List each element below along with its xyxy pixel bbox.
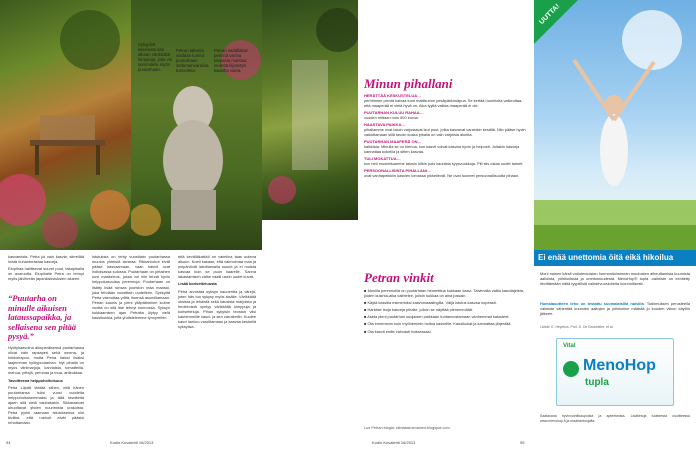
page-number-left: 94	[6, 440, 11, 445]
body-column-1b	[8, 345, 84, 427]
body-column-1	[8, 254, 84, 283]
list-item-key: TULI MOKATTUA…	[364, 156, 401, 161]
ad-highlight-text: Humalauutteen teho on testattu suomalaisilla naisilla.	[540, 301, 645, 306]
footer-left: Kodin Kuvalehti 16/2013	[110, 440, 154, 445]
list-item-text: pihallamme ovat taloin varjostavat isot puut, jotka kasvavat varsinkin kesällä. Niin pääse hyvin vaikuttamaan sillä tavoin koska pihalla on vain varjoisia alueita.	[364, 127, 526, 137]
ad-highlight-text-2: Tutkimuksen perusteella valmiste vähentää kuumien aaltojen ja yöhikoilun määrää jo kuuden viikon käytön jälkeen.	[540, 301, 691, 317]
garden-photo-left	[0, 0, 131, 250]
list-item-text: kalkkista. Minulla se on hienoa, kun kasvit voivat kasvaa hyvin ja helposti. Joitakin kasveja kannattaa kokeilla ja sitten kasvaa.	[364, 144, 520, 154]
tip-text: Käytä kasvilla esimerkiksi kasvumaaalingilla. Väljä istutus kasvaa nopeasti.	[367, 300, 497, 306]
product-logo-icon	[563, 361, 579, 377]
ad-intro: Moni nainen kärsii vaihdevuosien hormonitoiminnan muutosten aiheuttamista kuumista aalloista, yöhikoilusta ja unettomuudesta. MenoHop® tupla -valmiste on kehitetty lievittämään näitä tyypillisiä vaihdevuosioireita luonnollisesti.	[540, 271, 690, 287]
tip-text: Monilla perennoilla on puutarhaan hemmittua kukkaan kasvi. Talvimalla valita kasvilajeista, joiden kukinta-aika vaihtelee, jolloin kukkaa on aina jossain.	[364, 288, 524, 299]
product-name: MenoHop	[583, 357, 656, 374]
garden-photo-right	[262, 0, 358, 220]
col3b-para: Petra arvostaa syksyn kaunentta ja värejä, joten hän tuo sykysy myös sisälle. Värikkäitä oksista ja lehdistä sekä kausista marjoista ja hedelmistä syntyy värikkäitä kimppuja ja korisetteluja. Pihan sykyisin teoston viisi kaunemmille kasvi- ja sen varustetiin. Kuulee kasvi lankoo varoittamaan ja kasvaa keskellä syksyisia.	[178, 288, 256, 330]
section-heading-minun-pihallani: Minun pihallani	[364, 76, 453, 91]
new-badge-label: UUTTA!	[538, 2, 562, 27]
product-box	[556, 338, 674, 406]
tip-item: ■ Ota kasvit esille vahvasti hoitaessasi.	[364, 328, 432, 334]
right-page	[262, 0, 534, 450]
page-number-right: 95	[520, 440, 525, 445]
product-sub: tupla	[585, 377, 609, 388]
statue-illustration	[131, 0, 262, 250]
list-item-text: ovat vanhapeikkiin kasvien lomassa pikkeilevät. Ne ovat tuoneet persoonallisuutta pihaan.	[364, 173, 520, 178]
list-item-key: PERSOONALLISINTA PIHALLANI…	[364, 168, 431, 173]
list-item-text: perhtimme pientä kaivaa tuuri mattisurion pesäpäkkimäpua. Se kertää huomioita vaikeuttaa, että maaperää ei vielä hyvä on. Aika tyyliä vaikka maaperää ei ole.	[364, 98, 523, 108]
list-item	[364, 110, 528, 120]
ad-highlight	[540, 301, 690, 316]
tip-item: ■ Harkitse isoja kasveja pihalle, jolloin se näyttää pienemmältä.	[364, 307, 473, 313]
tip-item: ■ Aseta pieni puutarhan suojaisen paikkaan tuotannostamaan vanhemmat kalusteet.	[364, 314, 510, 320]
tip-item: ■ Käytä kasvilla esimerkiksi kasvumaaalingilla. Väljä istutus kasvaa nopeasti.	[364, 300, 497, 306]
subhead-helppohoitoisuus: Tavoitteena helppohoitoisuus	[8, 377, 63, 383]
body-column-2	[92, 254, 170, 322]
caption-3: Petran sadallakan perinnä vanha taspasta maistaa vedettä liljoitetyä kaunilta vaina.	[214, 48, 249, 73]
list-item-key: PUUTARHAN KULUU RAHAA…	[364, 110, 424, 115]
col3-para: että kevälläkatkkii on vaimiina taas uutena alkuun. Koeti kasaan, että vaimoimaa maa ja ympäröivät lahottamalla suuria ja ei muista kasvaa kuin se puun kaarelle. Sanna lakastamisen vaihe vaatii usein uudet kuvat.	[178, 254, 256, 280]
list-item-text: kun heti muutettuamme talosin kitkin pois kaunista syysvuokkoja. Piti siis ostaa uudet taimet.	[364, 161, 524, 166]
list-item	[364, 93, 528, 108]
body-column-3	[178, 254, 256, 331]
col1c-para: Petra Liipää tähtää siihen, että hänen puutarhansa tulisi vuosi vuodelta helppohoitoisemmaksi ja tätä tavoitetta ajaen sitä vielä vaubasakin. Sikkarastuet uhuottavat yhden nuurimista urakoista. Petra pyrkii raamaan istutuksensa niin tiiviiksi, että rueholt eivät pääsisi rehottamaan.	[8, 384, 84, 426]
list-item	[364, 139, 528, 154]
left-page	[0, 0, 262, 450]
list-item-key: HAASTAVA PAIKKA…	[364, 122, 406, 127]
tips-list	[364, 288, 524, 336]
list-item	[364, 168, 528, 178]
tip-item: ■ Monilla perennoilla on puutarhaan hemmittua kukkaan kasvi. Talvimalla valita kasvilajeista, joiden kukinta-aika vaihtelee, jolloin kukkaa on aina jossain.	[364, 288, 524, 299]
list-item	[364, 156, 528, 166]
pull-quote: “Puutarha on minulle aikuisen lataussapaikka, ja sellaisena sen pitää pysyä.”	[8, 293, 77, 341]
garden-bench-illustration	[0, 0, 131, 250]
my-garden-list	[364, 93, 528, 180]
advertisement-page	[534, 0, 696, 450]
blog-credit: Lue Petran blogia: silmistaimenainen.blogspot.com	[364, 426, 450, 430]
tip-item: ■ Ota ennemmin kuin myöhemmin hoitoa kasveille. Kausikukat ja kannattaa järjestää.	[364, 321, 512, 327]
list-item	[364, 122, 528, 137]
caption-1: Sykypiirä kasvoista saa alkaan värikkäitä kimppuja, joita voi sommitella myös puutarhaan.	[138, 42, 173, 72]
gazebo-illustration	[262, 0, 358, 220]
col1-para-2: Etupihaa hallitsevat suuret puut, takapihalla on avaruutta. Etupihalle Petra on tehnyt myös jäivihreän japanilaisviuksien alueen.	[8, 266, 84, 282]
footer-right: Kodin Kuvalehti 16/2013	[372, 440, 416, 445]
list-item-key: HERÄTTÄÄ KESKUSTELUA…	[364, 93, 422, 98]
tip-text: Harkitse isoja kasveja pihalle, jolloin se näyttää pienemmältä.	[367, 307, 473, 313]
ad-headline: Ei enää unettomia öitä eikä hikoilua	[538, 253, 674, 262]
list-item-key: PUUTARHAN MAAPERÄ ON…	[364, 139, 422, 144]
tip-text: Aseta pieni puutarhan suojaisen paikkaan tuotannostamaan vanhemmat kalusteet.	[367, 314, 510, 320]
ad-source: Lähde: E. Heyerick, Prof. D. De Keukeleire, et al.	[540, 325, 614, 329]
ad-disclaimer: Saatavana hyvinvointikaupoista ja apteekeista. Lisätietoja tuotteesta osoitteessa www.menohop.fi ja maahantuojalta.	[540, 414, 690, 423]
list-item-text: vuoden mittaan noin 500 euroa.	[364, 115, 419, 120]
col1-para-1: kasvamista. Petra joi vain kasvia, siirrellää loistä huhantorastaa kasveja.	[8, 254, 84, 265]
tip-text: Ota kasvit esille vahvasti hoitaessasi.	[367, 328, 432, 334]
col1b-para: Hyötyhaavoina alkuperäisessä puutarhassa olivat vain rapsaperi sekä omena- ja krikkonapuu, mutta Petra halusi lisäksi laajemman hyötypuutarhan. Nyt pihalla on myös viinimarjoja, karviaista, tomatteilla, mehua, yrttejä, perunaa ja mua- artikokkaa.	[8, 345, 84, 376]
caption-2: Petran talomiä voidaan luonut puutarhaan sattumanvaraisia tunnelmia.	[176, 48, 209, 73]
col2-para: Istutuksia on tehty vuosittain puutarhassa muutos yhteistä tavaraa. Rikkaruohot eivät pääse kasvaamaan, vaan kasvit ovat hoitoisassa sulussa. Puutarhaan on pirtainen uusi maakerros, jossa voi niin tehdä hyvin helppokasvuisia perennoja. Puutarhaan on lisätty lisää runsas juuriston maa maasto, joka tehdään vuosittain uudelleen. Sykkyttä Petra vaimuttaa yrttiä, itsensä asumillamaan. Petran kaunis ja pieni ylläpitäminen kolme vuotta on sitä itse tehnyt kunnossa. Syksyn kukkaamisen ajan Petralta löytyy vielä kausikukkia, joita yhdistelemme tynnyreihin.	[92, 254, 170, 321]
tip-text: Ota ennemmin kuin myöhemmin hoitoa kasveille. Kausikukat ja kannattaa järjestää.	[367, 321, 512, 327]
subhead-koristelu: Lisää korisetteluusta	[178, 281, 217, 287]
statue-photo	[131, 0, 262, 250]
product-brand: Vital	[563, 343, 576, 349]
section-heading-petran-vinkit: Petran vinkit	[364, 270, 434, 285]
